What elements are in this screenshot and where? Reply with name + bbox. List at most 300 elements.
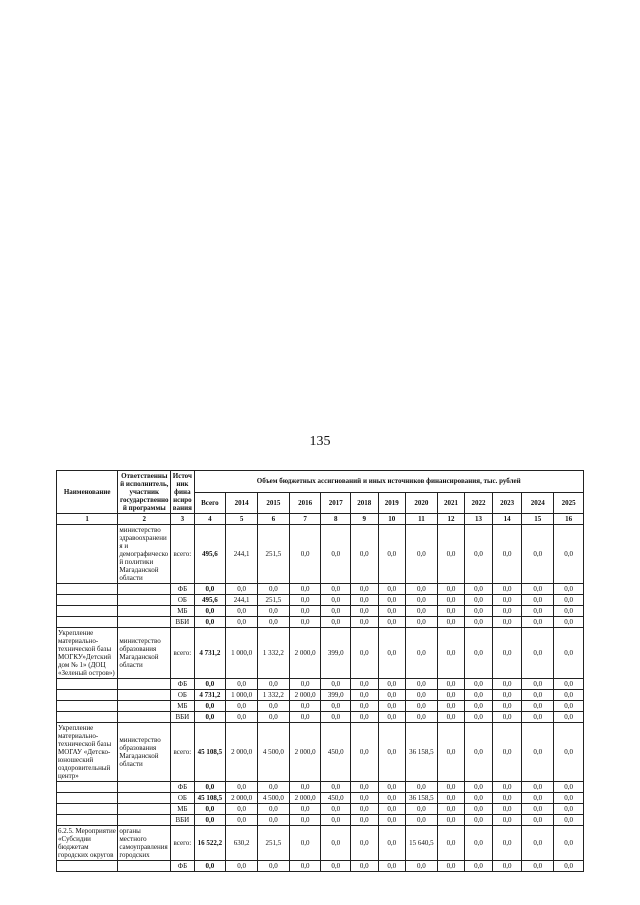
cell-year-value: 0,0 [554,679,584,690]
cell-year-value: 0,0 [406,712,438,723]
cell-year-value: 0,0 [437,861,465,872]
header-year: 2015 [257,492,289,514]
column-number: 3 [171,514,194,525]
cell-year-value: 0,0 [465,584,493,595]
cell-year-value: 0,0 [289,617,321,628]
cell-year-value: 0,0 [437,782,465,793]
cell-year-value: 0,0 [554,584,584,595]
cell-year-value: 450,0 [321,793,351,804]
cell-responsible [118,804,171,815]
cell-year-value: 2 000,0 [226,793,258,804]
cell-name: Укрепление материально-технической базы МОГАУ «Детско-юношеский оздоровительный центр» [57,723,118,782]
cell-year-value: 0,0 [406,701,438,712]
cell-source: ФБ [171,584,194,595]
cell-year-value: 0,0 [465,525,493,584]
cell-year-value: 0,0 [437,617,465,628]
header-responsible: Ответственный исполнитель, участник государственной программы [118,471,171,514]
table-row [57,793,584,804]
cell-responsible [118,793,171,804]
cell-year-value: 0,0 [289,679,321,690]
header-year: 2020 [406,492,438,514]
cell-year-value: 0,0 [406,595,438,606]
cell-year-value: 0,0 [522,606,554,617]
cell-name [57,815,118,826]
cell-name [57,793,118,804]
cell-year-value: 36 158,5 [406,723,438,782]
cell-year-value: 0,0 [522,617,554,628]
column-number: 16 [554,514,584,525]
table-row [57,804,584,815]
cell-year-value: 0,0 [321,861,351,872]
cell-year-value: 36 158,5 [406,793,438,804]
cell-year-value: 0,0 [437,628,465,679]
cell-year-value: 0,0 [522,584,554,595]
cell-year-value: 0,0 [465,701,493,712]
cell-total: 16 522,2 [194,826,226,861]
cell-total: 0,0 [194,617,226,628]
cell-year-value: 0,0 [226,584,258,595]
header-year: 2017 [321,492,351,514]
cell-year-value: 0,0 [321,617,351,628]
cell-year-value: 0,0 [406,690,438,701]
cell-year-value: 0,0 [437,723,465,782]
cell-year-value: 0,0 [321,595,351,606]
cell-year-value: 0,0 [378,826,406,861]
cell-year-value: 0,0 [554,701,584,712]
cell-responsible [118,782,171,793]
cell-year-value: 0,0 [437,701,465,712]
cell-year-value: 0,0 [465,804,493,815]
cell-year-value: 0,0 [465,782,493,793]
cell-year-value: 0,0 [522,793,554,804]
cell-year-value: 0,0 [437,679,465,690]
cell-year-value: 0,0 [351,690,379,701]
cell-year-value: 0,0 [554,861,584,872]
cell-name [57,690,118,701]
cell-year-value: 399,0 [321,690,351,701]
header-year: 2025 [554,492,584,514]
cell-year-value: 0,0 [378,793,406,804]
cell-year-value: 0,0 [378,679,406,690]
cell-source: ОБ [171,595,194,606]
table-row [57,628,584,679]
cell-total: 0,0 [194,679,226,690]
cell-name [57,679,118,690]
cell-responsible [118,712,171,723]
cell-year-value: 0,0 [465,628,493,679]
cell-source: ВБИ [171,815,194,826]
cell-responsible [118,584,171,595]
table-row [57,782,584,793]
column-number: 9 [351,514,379,525]
cell-year-value: 0,0 [226,617,258,628]
cell-year-value: 0,0 [492,793,522,804]
cell-source: всего: [171,826,194,861]
cell-year-value: 0,0 [226,815,258,826]
cell-year-value: 0,0 [492,701,522,712]
cell-year-value: 0,0 [226,606,258,617]
cell-year-value: 1 332,2 [257,628,289,679]
cell-year-value: 0,0 [257,782,289,793]
cell-year-value: 1 332,2 [257,690,289,701]
table-row [57,690,584,701]
cell-year-value: 0,0 [554,815,584,826]
table-row [57,617,584,628]
table-row [57,584,584,595]
header-year: 2024 [522,492,554,514]
cell-year-value: 0,0 [257,815,289,826]
cell-name [57,712,118,723]
cell-year-value: 0,0 [492,815,522,826]
cell-responsible [118,617,171,628]
cell-total: 0,0 [194,712,226,723]
cell-year-value: 399,0 [321,628,351,679]
cell-year-value: 0,0 [465,712,493,723]
cell-year-value: 0,0 [492,712,522,723]
cell-year-value: 0,0 [437,804,465,815]
cell-year-value: 0,0 [351,595,379,606]
column-number: 1 [57,514,118,525]
cell-year-value: 2 000,0 [226,723,258,782]
table-row [57,679,584,690]
header-year: 2023 [492,492,522,514]
cell-year-value: 0,0 [554,595,584,606]
cell-year-value: 0,0 [321,782,351,793]
column-number: 2 [118,514,171,525]
cell-year-value: 0,0 [378,804,406,815]
cell-year-value: 0,0 [465,861,493,872]
cell-year-value: 0,0 [351,628,379,679]
cell-year-value: 0,0 [257,804,289,815]
cell-year-value: 0,0 [351,606,379,617]
table-row [57,861,584,872]
table-row [57,815,584,826]
cell-year-value: 0,0 [289,701,321,712]
cell-name [57,595,118,606]
cell-year-value: 0,0 [257,606,289,617]
cell-year-value: 0,0 [465,690,493,701]
cell-source: ФБ [171,861,194,872]
cell-year-value: 2 000,0 [289,793,321,804]
cell-year-value: 0,0 [378,525,406,584]
cell-year-value: 0,0 [378,782,406,793]
cell-name [57,606,118,617]
cell-year-value: 0,0 [226,782,258,793]
cell-year-value: 244,1 [226,525,258,584]
table-row [57,595,584,606]
cell-total: 495,6 [194,595,226,606]
cell-source: ОБ [171,793,194,804]
cell-year-value: 0,0 [378,595,406,606]
cell-source: всего: [171,723,194,782]
cell-year-value: 0,0 [554,712,584,723]
cell-total: 4 731,2 [194,690,226,701]
cell-year-value: 0,0 [351,701,379,712]
cell-year-value: 0,0 [465,793,493,804]
cell-year-value: 0,0 [321,701,351,712]
cell-year-value: 0,0 [289,804,321,815]
cell-total: 0,0 [194,701,226,712]
cell-year-value: 0,0 [522,723,554,782]
cell-responsible [118,679,171,690]
column-number-row [57,514,584,525]
cell-year-value: 0,0 [378,628,406,679]
column-number: 14 [492,514,522,525]
header-year: 2021 [437,492,465,514]
cell-year-value: 0,0 [321,815,351,826]
cell-responsible: органы местного самоуправления городских [118,826,171,861]
header-year: 2018 [351,492,379,514]
cell-responsible: министерство образования Магаданской области [118,723,171,782]
cell-year-value: 15 640,5 [406,826,438,861]
cell-year-value: 0,0 [378,723,406,782]
cell-source: ОБ [171,690,194,701]
table-body [57,514,584,872]
cell-year-value: 0,0 [492,525,522,584]
cell-responsible [118,606,171,617]
table-row [57,712,584,723]
cell-responsible [118,861,171,872]
cell-total: 0,0 [194,861,226,872]
header-total: Всего [194,492,226,514]
cell-year-value: 0,0 [465,723,493,782]
cell-year-value: 0,0 [289,595,321,606]
cell-year-value: 4 500,0 [257,723,289,782]
cell-year-value: 0,0 [465,617,493,628]
cell-year-value: 0,0 [257,617,289,628]
table-row [57,723,584,782]
cell-year-value: 0,0 [351,584,379,595]
cell-year-value: 0,0 [351,782,379,793]
cell-total: 45 108,5 [194,723,226,782]
cell-year-value: 1 000,0 [226,628,258,679]
cell-year-value: 0,0 [289,861,321,872]
cell-total: 0,0 [194,782,226,793]
cell-total: 45 108,5 [194,793,226,804]
cell-year-value: 0,0 [257,861,289,872]
cell-year-value: 0,0 [406,804,438,815]
cell-year-value: 0,0 [289,826,321,861]
cell-source: всего: [171,628,194,679]
cell-name [57,701,118,712]
cell-year-value: 0,0 [406,815,438,826]
cell-year-value: 0,0 [492,595,522,606]
cell-year-value: 244,1 [226,595,258,606]
cell-source: МБ [171,701,194,712]
cell-source: ФБ [171,679,194,690]
header-volume: Объем бюджетных ассигнований и иных источников финансирования, тыс. рублей [194,471,584,493]
cell-year-value: 0,0 [226,804,258,815]
cell-year-value: 0,0 [406,584,438,595]
cell-year-value: 630,2 [226,826,258,861]
cell-year-value: 0,0 [406,628,438,679]
table-row [57,701,584,712]
cell-year-value: 0,0 [492,723,522,782]
cell-responsible: министерство образования Магаданской области [118,628,171,679]
table-row [57,606,584,617]
cell-year-value: 0,0 [406,861,438,872]
cell-year-value: 0,0 [554,617,584,628]
cell-responsible [118,815,171,826]
cell-year-value: 0,0 [406,617,438,628]
cell-year-value: 0,0 [378,617,406,628]
cell-year-value: 0,0 [351,525,379,584]
cell-year-value: 0,0 [406,679,438,690]
cell-source: МБ [171,606,194,617]
cell-year-value: 0,0 [492,804,522,815]
cell-year-value: 0,0 [289,782,321,793]
cell-year-value: 0,0 [321,679,351,690]
cell-year-value: 0,0 [522,701,554,712]
cell-year-value: 0,0 [321,826,351,861]
cell-responsible [118,595,171,606]
cell-year-value: 0,0 [437,815,465,826]
cell-year-value: 0,0 [351,804,379,815]
cell-year-value: 0,0 [289,815,321,826]
cell-year-value: 0,0 [437,595,465,606]
cell-name [57,525,118,584]
cell-year-value: 0,0 [492,679,522,690]
cell-year-value: 0,0 [465,595,493,606]
cell-year-value: 0,0 [257,712,289,723]
cell-year-value: 0,0 [351,815,379,826]
cell-year-value: 0,0 [437,826,465,861]
cell-year-value: 0,0 [406,525,438,584]
cell-name [57,782,118,793]
header-source: Источник финансирования [171,471,194,514]
cell-year-value: 0,0 [378,701,406,712]
column-number: 6 [257,514,289,525]
cell-year-value: 0,0 [437,712,465,723]
cell-year-value: 4 500,0 [257,793,289,804]
cell-responsible: министерство здравоохранения и демографической политики Магаданской области [118,525,171,584]
cell-year-value: 0,0 [321,804,351,815]
column-number: 5 [226,514,258,525]
cell-year-value: 0,0 [351,826,379,861]
column-number: 11 [406,514,438,525]
cell-source: ВБИ [171,617,194,628]
cell-year-value: 0,0 [289,712,321,723]
cell-year-value: 0,0 [321,525,351,584]
cell-year-value: 2 000,0 [289,690,321,701]
cell-year-value: 0,0 [289,525,321,584]
cell-year-value: 0,0 [522,861,554,872]
cell-year-value: 0,0 [378,584,406,595]
cell-year-value: 0,0 [554,525,584,584]
cell-year-value: 0,0 [289,584,321,595]
cell-year-value: 0,0 [492,617,522,628]
cell-year-value: 0,0 [321,606,351,617]
column-number: 13 [465,514,493,525]
cell-total: 0,0 [194,815,226,826]
header-name: Наименование [57,471,118,514]
cell-year-value: 0,0 [257,584,289,595]
cell-source: ФБ [171,782,194,793]
cell-source: ВБИ [171,712,194,723]
cell-total: 0,0 [194,584,226,595]
header-year: 2016 [289,492,321,514]
cell-year-value: 0,0 [522,815,554,826]
cell-year-value: 0,0 [492,584,522,595]
cell-year-value: 1 000,0 [226,690,258,701]
cell-year-value: 450,0 [321,723,351,782]
cell-responsible [118,701,171,712]
cell-year-value: 0,0 [465,606,493,617]
cell-year-value: 0,0 [406,606,438,617]
cell-year-value: 0,0 [351,723,379,782]
cell-year-value: 0,0 [522,679,554,690]
cell-total: 4 731,2 [194,628,226,679]
cell-year-value: 0,0 [351,793,379,804]
cell-year-value: 0,0 [554,606,584,617]
cell-year-value: 0,0 [554,628,584,679]
cell-year-value: 0,0 [351,712,379,723]
cell-year-value: 0,0 [522,804,554,815]
cell-year-value: 0,0 [321,584,351,595]
cell-year-value: 0,0 [378,712,406,723]
cell-year-value: 0,0 [378,690,406,701]
cell-year-value: 0,0 [351,679,379,690]
column-number: 7 [289,514,321,525]
cell-year-value: 0,0 [437,793,465,804]
cell-year-value: 0,0 [492,628,522,679]
cell-year-value: 0,0 [226,679,258,690]
header-year: 2022 [465,492,493,514]
cell-year-value: 0,0 [351,861,379,872]
table-row [57,826,584,861]
cell-year-value: 0,0 [257,679,289,690]
cell-year-value: 0,0 [554,782,584,793]
cell-year-value: 0,0 [554,690,584,701]
cell-year-value: 0,0 [465,679,493,690]
cell-year-value: 0,0 [554,804,584,815]
column-number: 15 [522,514,554,525]
cell-year-value: 0,0 [437,606,465,617]
column-number: 12 [437,514,465,525]
cell-year-value: 0,0 [406,782,438,793]
cell-year-value: 0,0 [522,826,554,861]
cell-year-value: 0,0 [351,617,379,628]
cell-year-value: 0,0 [465,826,493,861]
column-number: 8 [321,514,351,525]
cell-source: всего: [171,525,194,584]
table-row [57,525,584,584]
cell-year-value: 0,0 [226,701,258,712]
cell-name: 6.2.5. Мероприятие «Субсидии бюджетам городских округов [58,827,116,859]
cell-name: Укрепление материально-технической базы МОГКУ»Детский дом № 1» (ДОЦ «Зеленый остров») [57,628,118,679]
cell-year-value: 251,5 [257,826,289,861]
cell-year-value: 0,0 [522,782,554,793]
cell-year-value: 0,0 [378,861,406,872]
cell-year-value: 0,0 [492,690,522,701]
cell-responsible [118,690,171,701]
cell-total: 0,0 [194,804,226,815]
cell-name [57,804,118,815]
page-number: 135 [309,434,331,449]
cell-year-value: 0,0 [492,826,522,861]
cell-year-value: 0,0 [321,712,351,723]
cell-year-value: 0,0 [492,606,522,617]
column-number: 4 [194,514,226,525]
cell-year-value: 0,0 [226,712,258,723]
cell-year-value: 251,5 [257,595,289,606]
cell-year-value: 0,0 [226,861,258,872]
cell-year-value: 0,0 [522,628,554,679]
cell-year-value: 0,0 [522,690,554,701]
cell-year-value: 0,0 [492,861,522,872]
header-year: 2019 [378,492,406,514]
cell-year-value: 0,0 [522,595,554,606]
